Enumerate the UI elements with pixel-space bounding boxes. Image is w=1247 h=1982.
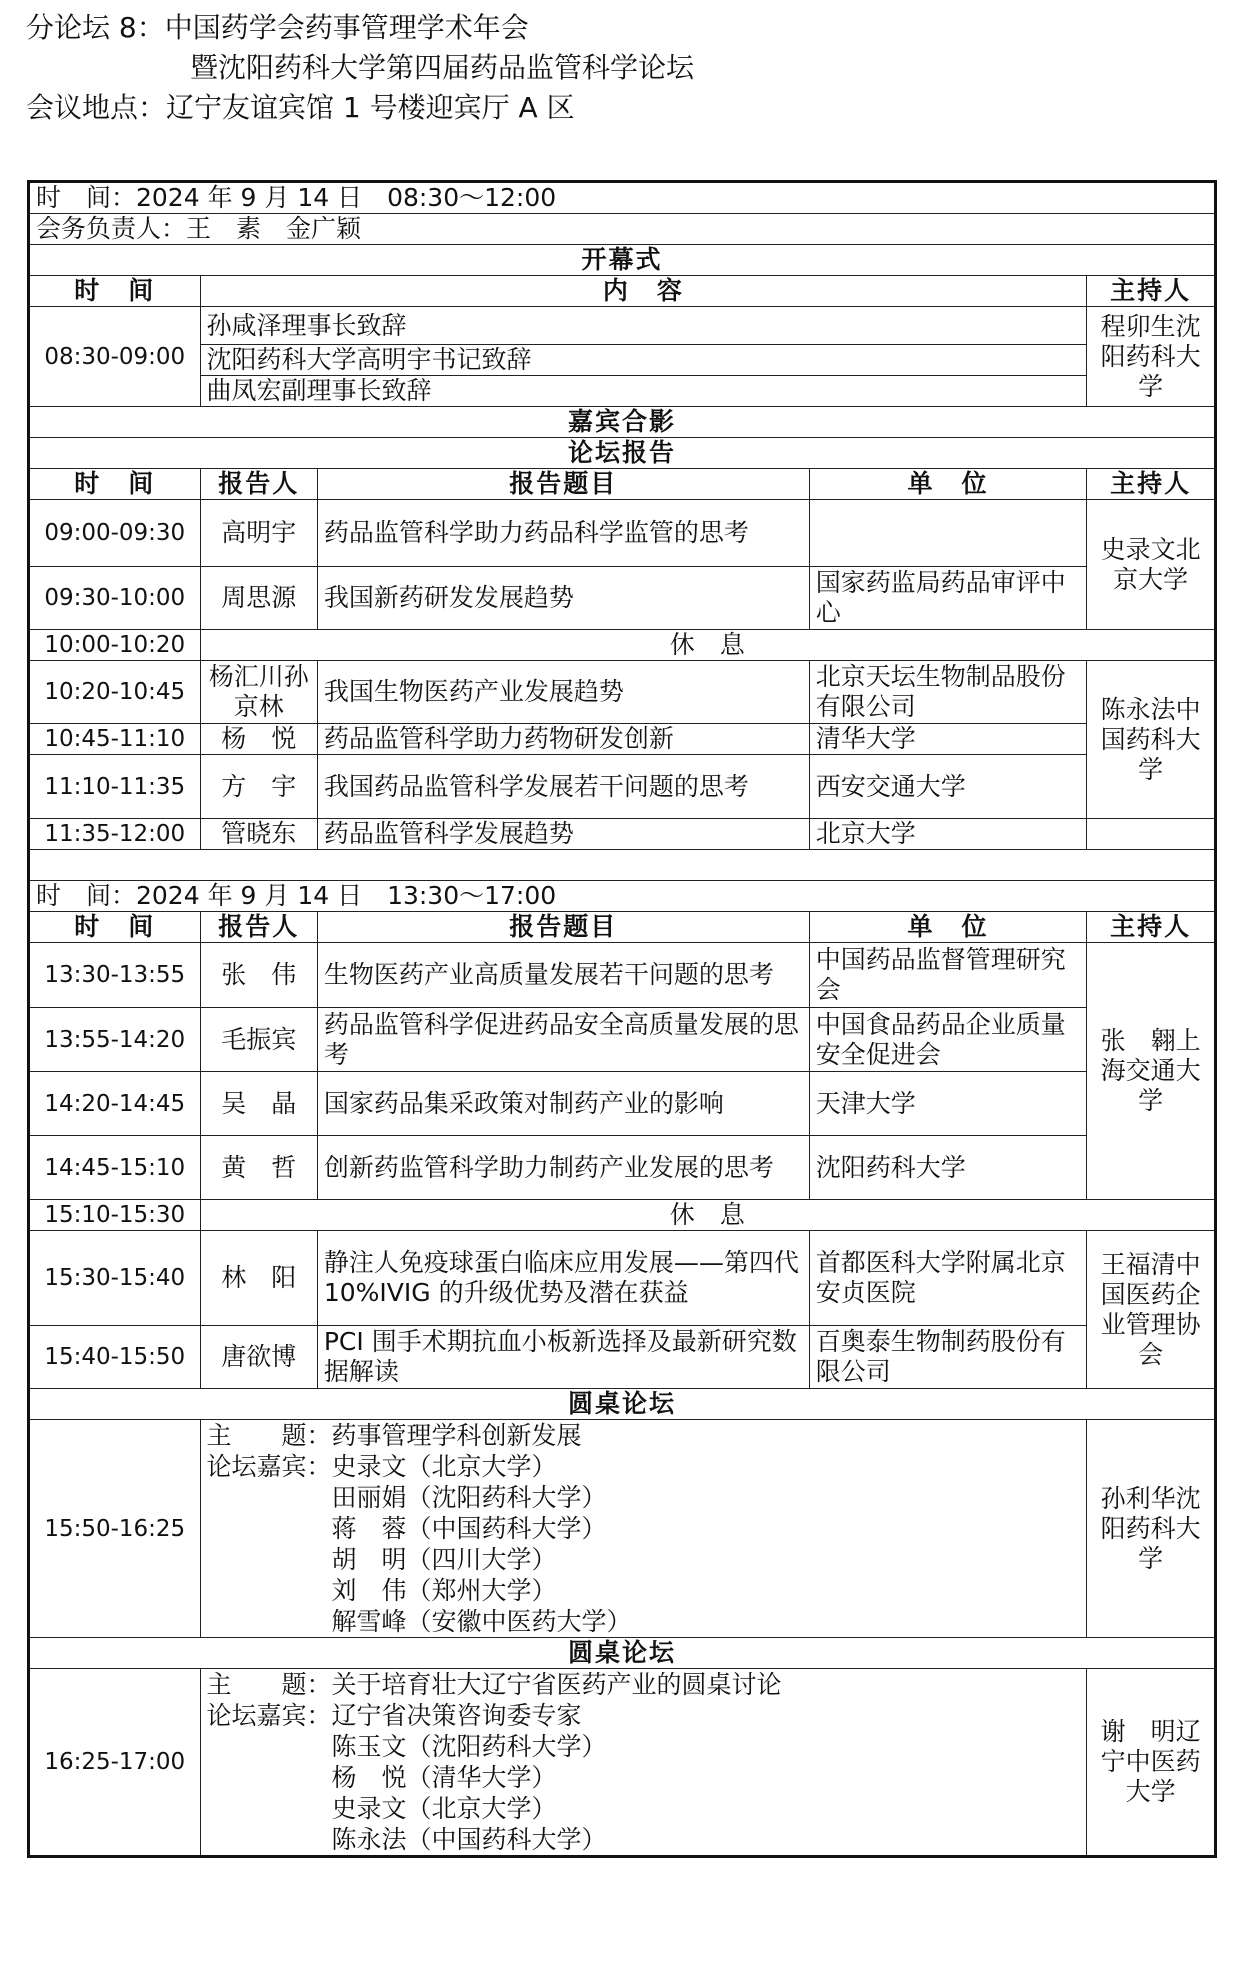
roundtable-line: 主 题：关于培育壮大辽宁省医药产业的圆桌讨论 bbox=[206, 1670, 782, 1699]
spacer-cell bbox=[29, 850, 1216, 881]
photo-row bbox=[29, 407, 1216, 438]
row-title: 我国药品监管科学发展若干问题的思考 bbox=[317, 755, 809, 819]
row-speaker: 张 伟 bbox=[200, 943, 317, 1008]
row-time: 11:10-11:35 bbox=[29, 755, 201, 819]
table-row bbox=[29, 1008, 1216, 1072]
table-row bbox=[29, 1072, 1216, 1136]
row-speaker: 林 阳 bbox=[200, 1231, 317, 1326]
col-speaker: 报告人 bbox=[200, 469, 317, 500]
col-time: 时 间 bbox=[29, 469, 201, 500]
roundtable-line: 论坛嘉宾：辽宁省决策咨询委专家 bbox=[206, 1701, 582, 1730]
col-title: 报告题目 bbox=[317, 469, 809, 500]
forum-subtitle: 暨沈阳药科大学第四届药品监管科学论坛 bbox=[190, 51, 695, 84]
row-title: PCI 围手术期抗血小板新选择及最新研究数据解读 bbox=[317, 1326, 809, 1389]
roundtable-time: 16:25-17:00 bbox=[29, 1669, 201, 1857]
spacer-row bbox=[29, 850, 1216, 881]
row-host: 张 翱上海交通大学 bbox=[1087, 943, 1216, 1200]
roundtable-title: 圆桌论坛 bbox=[29, 1389, 1216, 1420]
table-row bbox=[29, 1231, 1216, 1326]
responsible-line: 会务负责人：王 素 金广颖 bbox=[29, 214, 1216, 245]
morning-time-row bbox=[29, 182, 1216, 214]
col-unit: 单 位 bbox=[809, 912, 1087, 943]
roundtable-line: 史录文（北京大学） bbox=[206, 1794, 557, 1823]
opening-item: 孙咸泽理事长致辞 bbox=[200, 307, 1087, 345]
table-row bbox=[29, 943, 1216, 1008]
roundtable-row bbox=[29, 1420, 1216, 1638]
col-title: 报告题目 bbox=[317, 912, 809, 943]
row-unit: 百奥泰生物制药股份有限公司 bbox=[809, 1326, 1087, 1389]
roundtable-details bbox=[200, 1420, 1087, 1638]
roundtable-line: 主 题：药事管理学科创新发展 bbox=[206, 1421, 582, 1450]
report-header-row bbox=[29, 469, 1216, 500]
row-host-empty bbox=[1087, 819, 1216, 850]
report-title: 论坛报告 bbox=[29, 438, 1216, 469]
table-row bbox=[29, 567, 1216, 630]
row-host: 王福清中国医药企业管理协会 bbox=[1087, 1231, 1216, 1389]
document-header bbox=[26, 8, 1206, 128]
table-row bbox=[29, 755, 1216, 819]
row-unit: 清华大学 bbox=[809, 724, 1087, 755]
row-unit: 北京大学 bbox=[809, 819, 1087, 850]
row-time: 11:35-12:00 bbox=[29, 819, 201, 850]
roundtable-title-row bbox=[29, 1638, 1216, 1669]
report-title-row bbox=[29, 438, 1216, 469]
row-time: 13:30-13:55 bbox=[29, 943, 201, 1008]
forum-title: 分论坛 8：中国药学会药事管理学术年会 bbox=[26, 11, 529, 44]
opening-time: 08:30-09:00 bbox=[29, 307, 201, 407]
roundtable-host: 谢 明辽宁中医药大学 bbox=[1087, 1669, 1216, 1857]
roundtable-line: 刘 伟（郑州大学） bbox=[206, 1576, 557, 1605]
row-unit: 中国药品监督管理研究会 bbox=[809, 943, 1087, 1008]
row-time: 15:40-15:50 bbox=[29, 1326, 201, 1389]
roundtable-line: 田丽娟（沈阳药科大学） bbox=[206, 1483, 607, 1512]
break-label: 休 息 bbox=[200, 1200, 1215, 1231]
roundtable-line: 胡 明（四川大学） bbox=[206, 1545, 557, 1574]
row-host: 史录文北京大学 bbox=[1087, 500, 1216, 630]
table-row bbox=[29, 1136, 1216, 1200]
row-unit bbox=[809, 500, 1087, 567]
roundtable-line: 蒋 蓉（中国药科大学） bbox=[206, 1514, 607, 1543]
row-speaker: 毛振宾 bbox=[200, 1008, 317, 1072]
responsible-row bbox=[29, 214, 1216, 245]
table-row bbox=[29, 661, 1216, 724]
row-title: 静注人免疫球蛋白临床应用发展——第四代 10%IVIG 的升级优势及潜在获益 bbox=[317, 1231, 809, 1326]
roundtable-time: 15:50-16:25 bbox=[29, 1420, 201, 1638]
opening-row bbox=[29, 376, 1216, 407]
opening-item: 沈阳药科大学高明宇书记致辞 bbox=[200, 345, 1087, 376]
row-time: 14:20-14:45 bbox=[29, 1072, 201, 1136]
row-speaker: 高明宇 bbox=[200, 500, 317, 567]
row-unit: 天津大学 bbox=[809, 1072, 1087, 1136]
roundtable-line: 陈玉文（沈阳药科大学） bbox=[206, 1732, 607, 1761]
header-time: 时 间 bbox=[29, 276, 201, 307]
group-photo: 嘉宾合影 bbox=[29, 407, 1216, 438]
row-host: 陈永法中国药科大学 bbox=[1087, 661, 1216, 819]
row-time: 15:30-15:40 bbox=[29, 1231, 201, 1326]
col-host: 主持人 bbox=[1087, 469, 1216, 500]
break-row bbox=[29, 630, 1216, 661]
row-speaker: 唐欲博 bbox=[200, 1326, 317, 1389]
row-unit: 首都医科大学附属北京安贞医院 bbox=[809, 1231, 1087, 1326]
col-time: 时 间 bbox=[29, 912, 201, 943]
roundtable-details bbox=[200, 1669, 1087, 1857]
row-time: 09:00-09:30 bbox=[29, 500, 201, 567]
break-time: 15:10-15:30 bbox=[29, 1200, 201, 1231]
break-label: 休 息 bbox=[200, 630, 1215, 661]
roundtable-line: 解雪峰（安徽中医药大学） bbox=[206, 1607, 632, 1636]
row-title: 我国生物医药产业发展趋势 bbox=[317, 661, 809, 724]
row-time: 13:55-14:20 bbox=[29, 1008, 201, 1072]
afternoon-time-line: 时 间：2024 年 9 月 14 日 13:30～17:00 bbox=[29, 881, 1216, 912]
table-row bbox=[29, 500, 1216, 567]
row-title: 药品监管科学助力药物研发创新 bbox=[317, 724, 809, 755]
opening-title: 开幕式 bbox=[29, 245, 1216, 276]
row-title: 药品监管科学促进药品安全高质量发展的思考 bbox=[317, 1008, 809, 1072]
venue-line: 会议地点：辽宁友谊宾馆 1 号楼迎宾厅 A 区 bbox=[26, 91, 575, 124]
table-row bbox=[29, 1326, 1216, 1389]
roundtable-host: 孙利华沈阳药科大学 bbox=[1087, 1420, 1216, 1638]
afternoon-header-row bbox=[29, 912, 1216, 943]
row-title: 我国新药研发发展趋势 bbox=[317, 567, 809, 630]
opening-row bbox=[29, 345, 1216, 376]
schedule-table bbox=[27, 180, 1217, 1858]
table-row bbox=[29, 724, 1216, 755]
row-title: 国家药品集采政策对制药产业的影响 bbox=[317, 1072, 809, 1136]
row-time: 10:20-10:45 bbox=[29, 661, 201, 724]
roundtable-row bbox=[29, 1669, 1216, 1857]
row-time: 14:45-15:10 bbox=[29, 1136, 201, 1200]
row-unit: 西安交通大学 bbox=[809, 755, 1087, 819]
row-title: 药品监管科学助力药品科学监管的思考 bbox=[317, 500, 809, 567]
row-time: 10:45-11:10 bbox=[29, 724, 201, 755]
header-content: 内 容 bbox=[200, 276, 1087, 307]
table-row bbox=[29, 819, 1216, 850]
row-unit: 国家药监局药品审评中心 bbox=[809, 567, 1087, 630]
row-title: 生物医药产业高质量发展若干问题的思考 bbox=[317, 943, 809, 1008]
roundtable-line: 陈永法（中国药科大学） bbox=[206, 1825, 607, 1854]
roundtable-title-row bbox=[29, 1389, 1216, 1420]
row-speaker: 方 宇 bbox=[200, 755, 317, 819]
roundtable-title: 圆桌论坛 bbox=[29, 1638, 1216, 1669]
roundtable-line: 论坛嘉宾：史录文（北京大学） bbox=[206, 1452, 557, 1481]
header-host: 主持人 bbox=[1087, 276, 1216, 307]
row-speaker: 周思源 bbox=[200, 567, 317, 630]
roundtable-line: 杨 悦（清华大学） bbox=[206, 1763, 557, 1792]
opening-item: 曲凤宏副理事长致辞 bbox=[200, 376, 1087, 407]
row-speaker: 杨 悦 bbox=[200, 724, 317, 755]
row-unit: 中国食品药品企业质量安全促进会 bbox=[809, 1008, 1087, 1072]
row-unit: 北京天坛生物制品股份有限公司 bbox=[809, 661, 1087, 724]
row-unit: 沈阳药科大学 bbox=[809, 1136, 1087, 1200]
row-speaker: 黄 哲 bbox=[200, 1136, 317, 1200]
col-speaker: 报告人 bbox=[200, 912, 317, 943]
row-speaker: 杨汇川孙京林 bbox=[200, 661, 317, 724]
row-title: 药品监管科学发展趋势 bbox=[317, 819, 809, 850]
opening-header-row bbox=[29, 276, 1216, 307]
col-unit: 单 位 bbox=[809, 469, 1087, 500]
row-time: 09:30-10:00 bbox=[29, 567, 201, 630]
row-speaker: 管晓东 bbox=[200, 819, 317, 850]
col-host: 主持人 bbox=[1087, 912, 1216, 943]
opening-row bbox=[29, 307, 1216, 345]
morning-time-line: 时 间：2024 年 9 月 14 日 08:30～12:00 bbox=[29, 182, 1216, 214]
afternoon-time-row bbox=[29, 881, 1216, 912]
row-title: 创新药监管科学助力制药产业发展的思考 bbox=[317, 1136, 809, 1200]
break-time: 10:00-10:20 bbox=[29, 630, 201, 661]
opening-title-row bbox=[29, 245, 1216, 276]
row-speaker: 吴 晶 bbox=[200, 1072, 317, 1136]
break-row bbox=[29, 1200, 1216, 1231]
opening-host: 程卯生沈阳药科大学 bbox=[1087, 307, 1216, 407]
